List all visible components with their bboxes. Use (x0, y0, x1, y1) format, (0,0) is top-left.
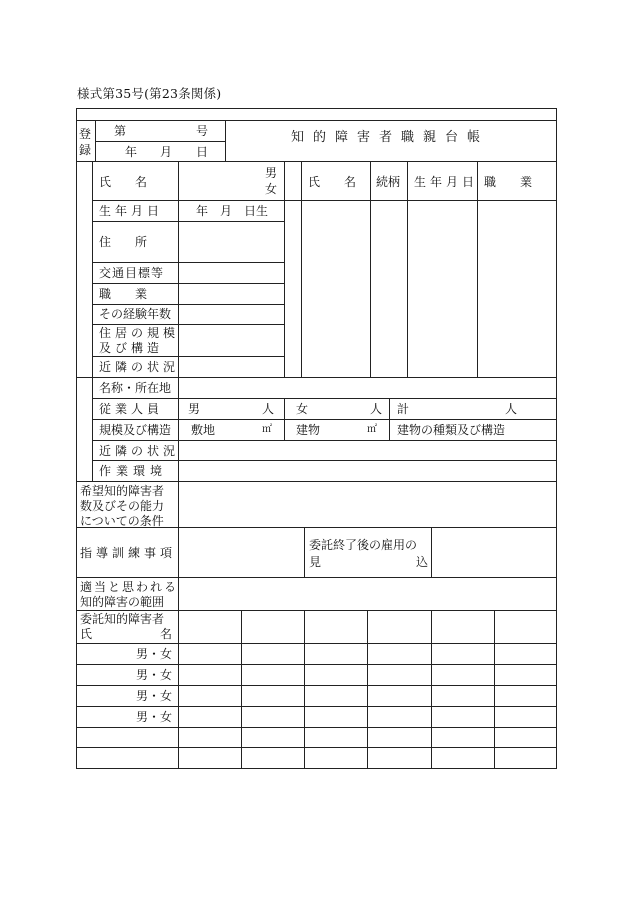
form-number-caption: 様式第35号(第23条関係) (77, 86, 222, 101)
person-housing-label-1: 住居の規模 (99, 326, 180, 340)
range-line-1: 適当と思われる (80, 580, 179, 594)
person-housing-label-2: 及び構造 (99, 341, 164, 355)
entrusted-sex-row-2: 男・女 (136, 668, 173, 682)
person-birth-label: 生年月日 (99, 204, 164, 218)
registration-date-month: 月 (160, 145, 173, 159)
registration-label: 登録 (79, 127, 92, 157)
family-header-relation: 続柄 (376, 175, 401, 189)
person-birth-value: 年 月 日生 (196, 204, 269, 218)
employees-female-unit: 人 (370, 402, 383, 416)
scale-building: 建物 (296, 423, 321, 437)
sex-male: 男 (265, 166, 278, 180)
family-header-occupation: 職 業 (484, 175, 533, 189)
sex-female: 女 (265, 182, 278, 196)
entrusted-sex-row-4: 男・女 (136, 710, 173, 724)
employment-outlook-line-2b: 込 (416, 555, 429, 569)
scale-site: 敷地 (191, 423, 216, 437)
workplace-employees-label: 従業人員 (99, 402, 164, 416)
address-label-text: 住 所 (99, 235, 148, 249)
range-line-2: 知的障害の範囲 (80, 595, 165, 609)
employees-female: 女 (296, 402, 309, 416)
employees-male: 男 (188, 402, 201, 416)
person-landmark-label: 交通目標等 (99, 266, 165, 280)
workplace-environment-label: 作業環境 (99, 464, 168, 478)
workplace-neighborhood-label: 近隣の状況 (99, 444, 180, 458)
registration-date-day: 日 (196, 145, 209, 159)
person-experience-label: その経験年数 (99, 307, 172, 321)
employees-total: 計 (397, 402, 410, 416)
person-neighborhood-label: 近隣の状況 (99, 360, 180, 374)
entrusted-label-line-1: 委託知的障害者 (80, 612, 165, 626)
person-name-label: 氏 名 (99, 175, 148, 189)
entrusted-sex-row-1: 男・女 (136, 647, 173, 661)
employees-male-unit: 人 (262, 402, 275, 416)
workplace-scale-label: 規模及び構造 (99, 423, 172, 437)
family-header-birth: 生年月日 (414, 175, 479, 189)
conditions-line-3: についての条件 (80, 514, 164, 528)
entrusted-label-line-2b: 名 (160, 627, 173, 641)
scale-building-unit: ㎡ (367, 424, 377, 435)
scale-site-unit: ㎡ (262, 424, 272, 435)
employment-outlook-line-2a: 見 (309, 555, 322, 569)
conditions-line-1: 希望知的障害者 (80, 484, 165, 498)
registration-number-suffix: 号 (196, 124, 209, 138)
entrusted-sex-row-3: 男・女 (136, 689, 173, 703)
registration-date-year: 年 (125, 145, 138, 159)
workplace-name-location-label: 名称・所在地 (99, 381, 172, 395)
entrusted-label-line-2a: 氏 (80, 627, 93, 641)
conditions-line-2: 数及びその能力 (80, 499, 165, 513)
person-address-label (99, 235, 173, 249)
family-header-name: 氏 名 (308, 175, 357, 189)
scale-building-type: 建物の種類及び構造 (397, 423, 506, 437)
registration-number-prefix: 第 (114, 124, 127, 138)
ledger-title: 知的障害者職親台帳 (291, 130, 490, 145)
employees-total-unit: 人 (505, 402, 518, 416)
employment-outlook-line-1: 委託終了後の雇用の (309, 538, 418, 552)
training-label: 指導訓練事項 (80, 546, 177, 560)
person-occupation-label: 職 業 (99, 287, 148, 301)
